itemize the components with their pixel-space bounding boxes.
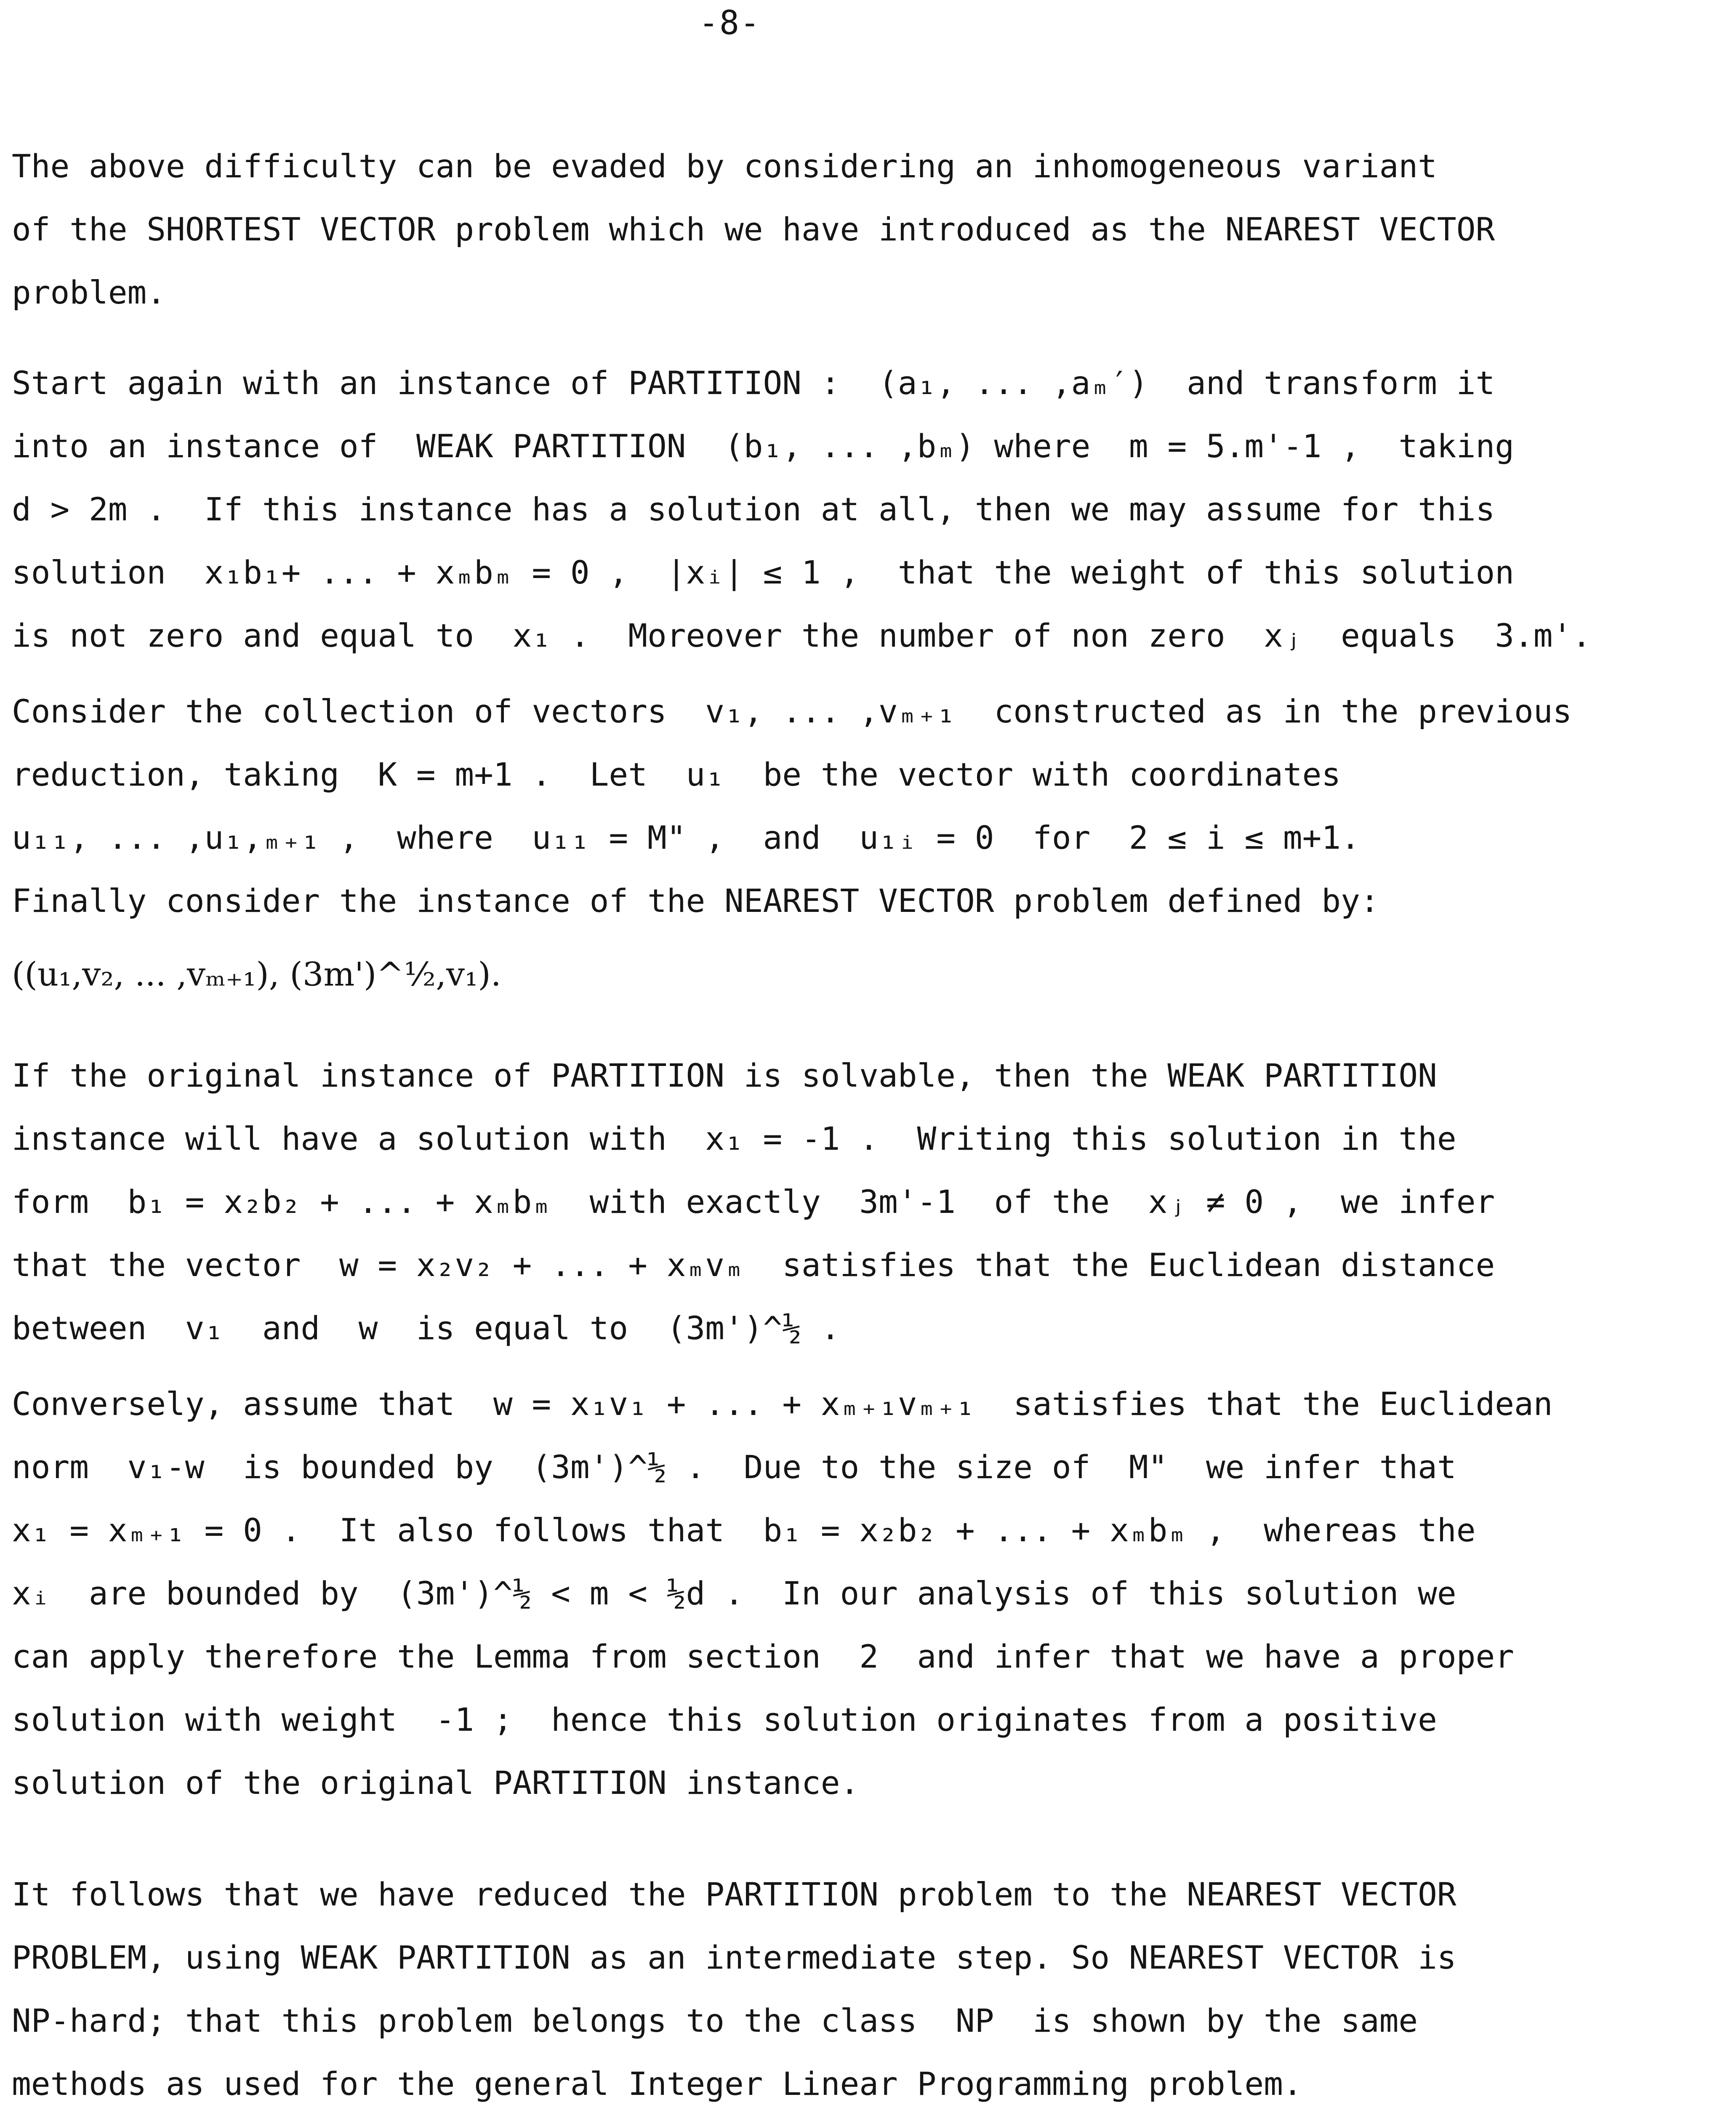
text-line: u₁₁, ... ,u₁,ₘ₊₁ , where u₁₁ = M" , and u₁ᵢ = 0 for 2 ≤ i ≤ m+1. — [12, 819, 1360, 856]
text-line: can apply therefore the Lemma from section 2 and infer that we have a proper — [12, 1638, 1514, 1675]
text-line: problem. — [12, 274, 166, 311]
paragraph-solvable — [12, 1044, 1721, 1360]
text-line: Conversely, assume that w = x₁v₁ + ... + xₘ₊₁vₘ₊₁ satisfies that the Euclidean — [12, 1385, 1553, 1423]
text-line: Start again with an instance of PARTITION : (a₁, ... ,aₘ′) and transform it — [12, 364, 1495, 402]
text-line: d > 2m . If this instance has a solution at all, then we may assume for this — [12, 490, 1495, 528]
paragraph-conclusion — [12, 1863, 1721, 2105]
text-line: x₁ = xₘ₊₁ = 0 . It also follows that b₁ = x₂b₂ + ... + xₘbₘ , whereas the — [12, 1511, 1476, 1549]
formula-instance — [12, 943, 1721, 1006]
text-line: NP-hard; that this problem belongs to the class NP is shown by the same — [12, 2002, 1418, 2039]
text-line: of the SHORTEST VECTOR problem which we have introduced as the NEAREST VECTOR — [12, 210, 1495, 248]
text-line: that the vector w = x₂v₂ + ... + xₘvₘ satisfies that the Euclidean distance — [12, 1246, 1495, 1284]
text-line: norm v₁-w is bounded by (3m')^½ . Due to the size of M" we infer that — [12, 1448, 1456, 1486]
text-line: between v₁ and w is equal to (3m')^½ . — [12, 1309, 840, 1347]
paragraph-vectors — [12, 680, 1721, 933]
paragraph-partition — [12, 352, 1721, 667]
text-line: solution of the original PARTITION instance. — [12, 1764, 860, 1801]
page-number: -8- — [699, 4, 761, 42]
text-line: methods as used for the general Integer Linear Programming problem. — [12, 2065, 1302, 2102]
text-line: instance will have a solution with x₁ = -1 . Writing this solution in the — [12, 1120, 1456, 1157]
text-line: into an instance of WEAK PARTITION (b₁, ... ,bₘ) where m = 5.m'-1 , taking — [12, 427, 1514, 465]
paragraph-conversely — [12, 1372, 1721, 1815]
text-line: PROBLEM, using WEAK PARTITION as an intermediate step. So NEAREST VECTOR is — [12, 1939, 1456, 1976]
text-line: solution x₁b₁+ ... + xₘbₘ = 0 , |xᵢ| ≤ 1 , that the weight of this solution — [12, 554, 1514, 591]
text-line: form b₁ = x₂b₂ + ... + xₘbₘ with exactly 3m'-1 of the xⱼ ≠ 0 , we infer — [12, 1183, 1495, 1220]
text-line: Consider the collection of vectors v₁, ... ,vₘ₊₁ constructed as in the previous — [12, 693, 1572, 730]
text-line: If the original instance of PARTITION is solvable, then the WEAK PARTITION — [12, 1057, 1437, 1094]
text-line: reduction, taking K = m+1 . Let u₁ be the vector with coordinates — [12, 756, 1341, 793]
formula-line: ((u₁,v₂, ... ,vₘ₊₁), (3m')^½,v₁). — [12, 956, 501, 994]
text-line: It follows that we have reduced the PARTITION problem to the NEAREST VECTOR — [12, 1876, 1456, 1913]
text-line: solution with weight -1 ; hence this solution originates from a positive — [12, 1701, 1437, 1738]
paragraph-intro — [12, 135, 1721, 324]
text-line: The above difficulty can be evaded by considering an inhomogeneous variant — [12, 147, 1437, 185]
text-line: xᵢ are bounded by (3m')^½ < m < ½d . In our analysis of this solution we — [12, 1575, 1456, 1612]
text-line: is not zero and equal to x₁ . Moreover the number of non zero xⱼ equals 3.m'. — [12, 617, 1591, 654]
text-line: Finally consider the instance of the NEAREST VECTOR problem defined by: — [12, 882, 1379, 919]
